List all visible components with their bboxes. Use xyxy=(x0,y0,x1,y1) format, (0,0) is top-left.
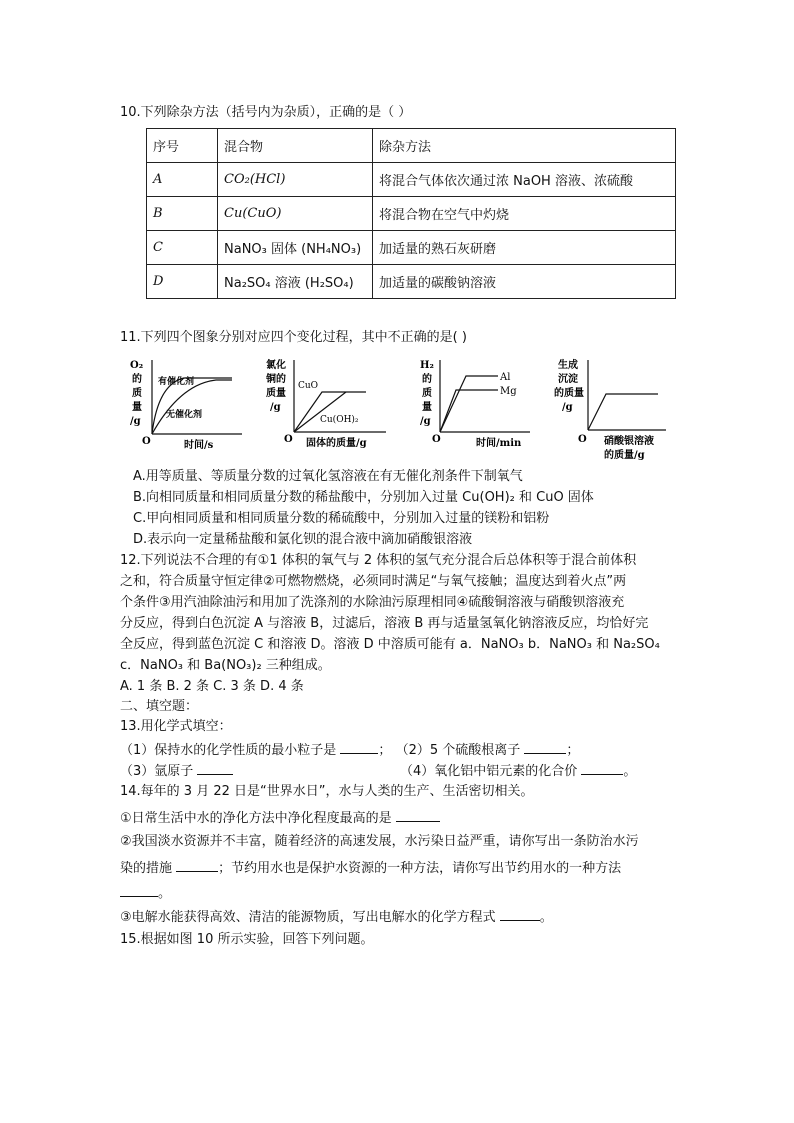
y-label: 沉淀 xyxy=(558,374,578,385)
period: 。 xyxy=(539,910,553,925)
y-label: 的质量 xyxy=(554,388,584,399)
table-row xyxy=(147,231,676,265)
separator: ； xyxy=(378,743,392,758)
answer-blank[interactable] xyxy=(176,857,218,872)
q11-stem: 11.下列四个图象分别对应四个变化过程，其中不正确的是( ) xyxy=(120,330,467,345)
curve-precipitate xyxy=(588,394,658,430)
q12-line: 个条件③用汽油除油污和用加了洗涤剂的水除油污原理相同④硫酸铜溶液与硝酸钡溶液充 xyxy=(120,595,625,610)
q12-line: 全反应，得到蓝色沉淀 C 和溶液 D。溶液 D 中溶质可能有 a．NaNO₃ b．NaNO₃ 和 Na₂SO₄ xyxy=(120,637,660,652)
graph-catalyst xyxy=(128,356,246,456)
q10-stem: 10.下列除杂方法（括号内为杂质），正确的是（ ） xyxy=(120,105,412,120)
y-label: /g xyxy=(270,402,281,413)
q11-option-d: D.表示向一定量稀盐酸和氯化钡的混合液中滴加硝酸银溶液 xyxy=(133,532,473,547)
row-method: 加适量的碳酸钠溶液 xyxy=(373,265,676,299)
graph-precipitate xyxy=(552,356,670,462)
q13-line-1 xyxy=(120,739,579,761)
q13-stem: 13.用化学式填空： xyxy=(120,719,232,734)
graph-hydrogen xyxy=(418,356,534,456)
q14-sub2-line3 xyxy=(120,882,171,904)
q11-option-a: A.用等质量、等质量分数的过氧化氢溶液在有无催化剂条件下制氧气 xyxy=(133,469,523,484)
q13-part1: （1）保持水的化学性质的最小粒子是 xyxy=(120,743,337,758)
y-label: /g xyxy=(130,416,141,427)
table-row xyxy=(147,265,676,299)
q13-part3: （3）氩原子 xyxy=(120,764,194,779)
q14-sub2-line1: ②我国淡水资源并不丰富，随着经济的高速发展，水污染日益严重，请你写出一条防治水污 xyxy=(120,834,639,849)
x-label: 时间/min xyxy=(476,438,522,449)
y-label: 的 xyxy=(422,374,432,385)
graph-copper-chloride xyxy=(262,356,390,456)
q14-sub2-text: 染的措施 xyxy=(120,861,173,876)
y-label: /g xyxy=(420,416,431,427)
y-label: 量 xyxy=(132,402,142,413)
y-label: O₂ xyxy=(130,360,144,371)
row-mixture: Cu(CuO) xyxy=(218,197,373,231)
q12-line: c．NaNO₃ 和 Ba(NO₃)₂ 三种组成。 xyxy=(120,658,331,673)
q14-sub1-text: ①日常生活中水的净化方法中净化程度最高的是 xyxy=(120,811,392,826)
period: 。 xyxy=(623,764,637,779)
origin-label: O xyxy=(284,434,293,445)
curve-al xyxy=(440,376,498,432)
row-label: D xyxy=(147,265,218,299)
curve-label: CuO xyxy=(298,381,319,391)
y-label: 质量 xyxy=(266,388,286,399)
q12-line: 12.下列说法不合理的有①1 体积的氧气与 2 体积的氢气充分混合后总体积等于混合前体积 xyxy=(120,553,637,568)
y-label: /g xyxy=(562,402,573,413)
curve-label: 有催化剂 xyxy=(158,377,195,387)
origin-label: O xyxy=(578,434,587,445)
header-cell: 序号 xyxy=(147,129,218,163)
x-label: 固体的质量/g xyxy=(306,438,367,449)
row-mixture: NaNO₃ 固体 (NH₄NO₃) xyxy=(218,231,373,265)
q11-option-c: C.甲向相同质量和相同质量分数的稀硫酸中，分别加入过量的镁粉和铝粉 xyxy=(133,511,550,526)
row-label: B xyxy=(147,197,218,231)
curve-label: Al xyxy=(500,372,511,383)
header-cell: 混合物 xyxy=(218,129,373,163)
answer-blank[interactable] xyxy=(396,807,440,822)
section-title: 二、填空题： xyxy=(120,699,199,714)
answer-blank[interactable] xyxy=(581,760,623,775)
y-label: H₂ xyxy=(420,360,434,371)
answer-blank[interactable] xyxy=(524,739,566,754)
table-row xyxy=(147,163,676,197)
y-label: 生成 xyxy=(558,360,578,371)
curve-label: Mg xyxy=(500,386,517,397)
q14-sub1 xyxy=(120,807,440,829)
q10-table xyxy=(146,128,676,299)
x-label: 硝酸银溶液 xyxy=(604,436,654,447)
y-label: 的 xyxy=(132,374,142,385)
row-label: A xyxy=(147,163,218,197)
y-label: 氯化 xyxy=(266,360,286,371)
y-label: 铜的 xyxy=(266,374,286,385)
row-mixture: CO₂(HCl) xyxy=(218,163,373,197)
q13-part2: （2）5 个硫酸根离子 xyxy=(395,743,521,758)
q13-line-2 xyxy=(120,760,233,782)
curve-mg xyxy=(440,390,498,432)
q14-stem: 14.每年的 3 月 22 日是“世界水日”，水与人类的生产、生活密切相关。 xyxy=(120,784,534,799)
answer-blank[interactable] xyxy=(197,760,233,775)
q14-sub3 xyxy=(120,906,553,928)
x-label: 时间/s xyxy=(184,440,214,451)
q11-option-b: B.向相同质量和相同质量分数的稀盐酸中，分别加入过量 Cu(OH)₂ 和 CuO 固体 xyxy=(133,490,594,505)
q13-line-2b xyxy=(400,760,636,782)
separator: ； xyxy=(566,743,580,758)
curve-label: Cu(OH)₂ xyxy=(320,415,359,425)
q12-line: 分反应，得到白色沉淀 A 与溶液 B，过滤后，溶液 B 再与适量氢氧化钠溶液反应，均恰好完 xyxy=(120,616,649,631)
row-method: 加适量的熟石灰研磨 xyxy=(373,231,676,265)
answer-blank[interactable] xyxy=(120,882,158,897)
answer-blank[interactable] xyxy=(500,906,540,921)
q14-sub2-line2 xyxy=(120,857,621,879)
curve-without-catalyst xyxy=(152,380,232,434)
y-label: 量 xyxy=(422,402,432,413)
table-row xyxy=(147,197,676,231)
header-cell: 除杂方法 xyxy=(373,129,676,163)
row-mixture: Na₂SO₄ 溶液 (H₂SO₄) xyxy=(218,265,373,299)
origin-label: O xyxy=(432,434,441,445)
row-method: 将混合气体依次通过浓 NaOH 溶液、浓硫酸 xyxy=(373,163,676,197)
q12-line: 之和，符合质量守恒定律②可燃物燃烧，必须同时满足“与氧气接触；温度达到着火点”两 xyxy=(120,574,627,589)
y-label: 质 xyxy=(132,388,142,399)
q14-sub3-text: ③电解水能获得高效、清洁的能源物质，写出电解水的化学方程式 xyxy=(120,910,496,925)
curve-label: 无催化剂 xyxy=(166,410,203,420)
curve-cuo xyxy=(294,392,366,432)
q13-part4: （4）氧化铝中铝元素的化合价 xyxy=(400,764,578,779)
origin-label: O xyxy=(142,436,151,447)
q15-stem: 15.根据如图 10 所示实验，回答下列问题。 xyxy=(120,932,374,947)
answer-blank[interactable] xyxy=(340,739,378,754)
x-label: 的质量/g xyxy=(604,450,645,461)
q12-options: A. 1 条 B. 2 条 C. 3 条 D. 4 条 xyxy=(120,679,304,694)
curve-cuoh2 xyxy=(294,392,346,432)
q14-sub2-text-cont: ；节约用水也是保护水资源的一种方法，请你写出节约用水的一种方法 xyxy=(218,861,622,876)
row-label: C xyxy=(147,231,218,265)
table-header-row xyxy=(147,129,676,163)
y-label: 质 xyxy=(422,388,432,399)
period: 。 xyxy=(158,886,172,901)
row-method: 将混合物在空气中灼烧 xyxy=(373,197,676,231)
